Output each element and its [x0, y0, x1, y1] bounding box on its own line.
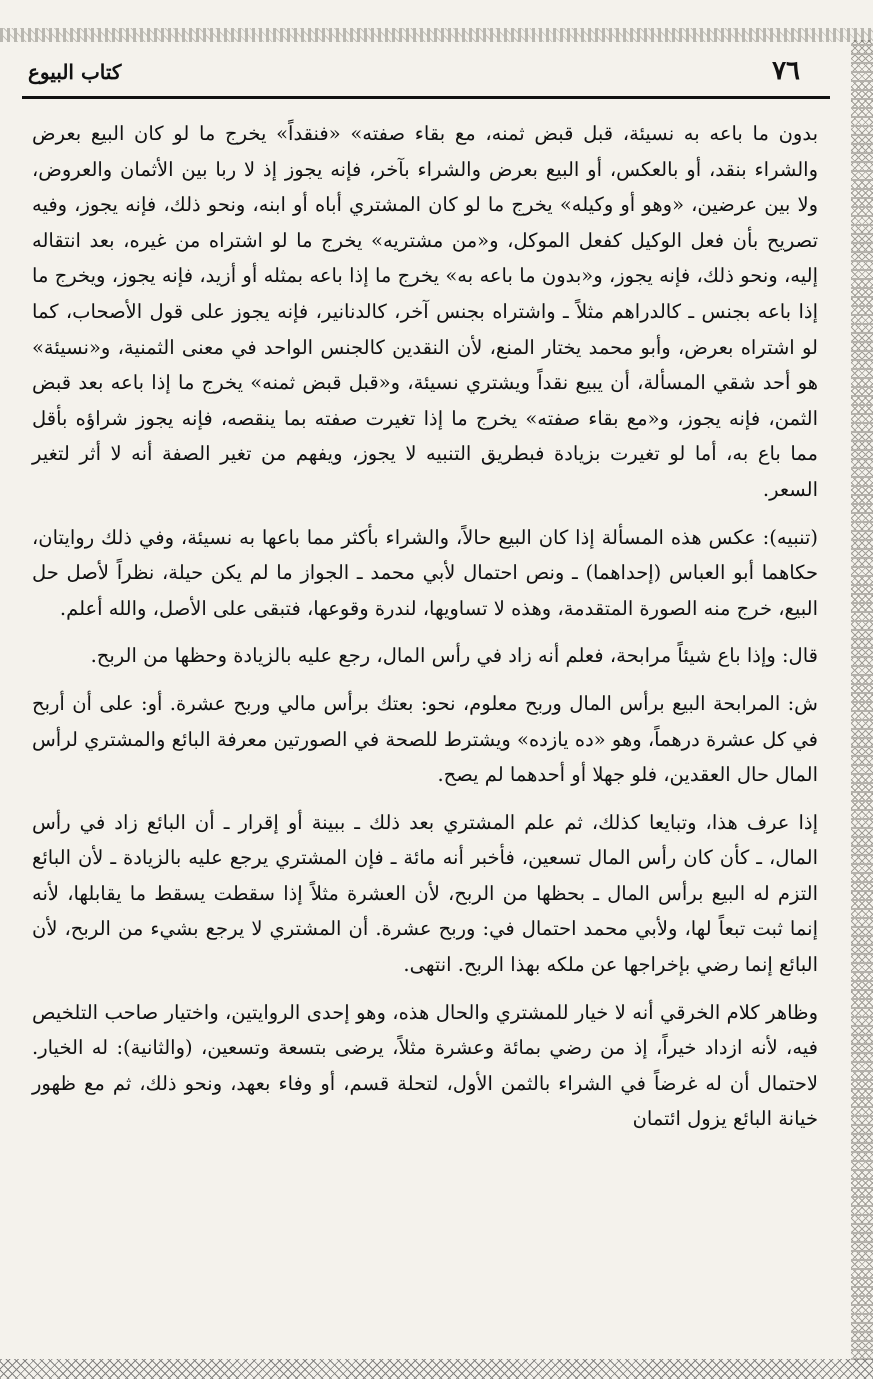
paragraph-5: إذا عرف هذا، وتبايعا كذلك، ثم علم المشتري بعد ذلك ـ ببينة أو إقرار ـ أن البائع زاد في رأس المال، ـ كأن كان رأس المال تسعين، فأخبر أنه مائة ـ فإن المشتري يرجع عليه بالزيادة ـ لأن البائع التزم له البيع برأس المال ـ بحظها من الربح، لأن العشرة مثلاً إذا سقطت يسقط ما يقابلها، لأنه إنما ثبت تبعاً لها، ولأبي محمد احتمال في: وربح عشرة. أن المشتري لا يرجع بشيء من الربح، لأن البائع إنما رضي بإخراجها عن ملكه بهذا الربح. انتهى.: [32, 810, 818, 977]
header-rule: [22, 96, 830, 99]
paragraph-3-qala: قال: وإذا باع شيئاً مرابحة، فعلم أنه زاد في رأس المال، رجع عليه بالزيادة وحظها من الربح.: [90, 644, 818, 668]
running-title: كتاب البيوع: [28, 60, 122, 84]
top-ornamental-border: [0, 28, 873, 42]
paragraph-6: وظاهر كلام الخرقي أنه لا خيار للمشتري والحال هذه، وهو إحدى الروايتين، واختيار صاحب التلخيص فيه، لأنه ازداد خيراً، إذ من رضي بمائة وعشرة مثلاً، يرضى بتسعة وتسعين، (والثانية): له الخيار. لاحتمال أن له غرضاً في الشراء بالثمن الأول، لتحلة قسم، أو وفاء بعهد، ونحو ذلك، ثم مع ظهور خيانة البائع يزول ائتمان: [32, 1000, 818, 1131]
page-number: ٧٦: [772, 56, 800, 86]
paragraph-4-sharh: ش: المرابحة البيع برأس المال وربح معلوم، نحو: بعتك برأس مالي وربح عشرة. أو: على أن أربح في كل عشرة درهماً، وهو «ده يازده» ويشترط للصحة في الصورتين معرفة البائع والمشتري لرأس المال حال العقدين، فلو جهلا أو أحدهما لم يصح.: [32, 691, 818, 787]
paragraph-1: بدون ما باعه به نسيئة، قبل قبض ثمنه، مع بقاء صفته» «فنقداً» يخرج ما لو كان البيع بعرض والشراء بنقد، أو بالعكس، أو البيع بعرض والشراء بآخر، فإنه يجوز إذ لا ربا بين الأثمان والعروض، ولا بين عرضين، «وهو أو وكيله» يخرج ما لو كان المشتري أباه أو ابنه، ونحو ذلك، فإنه يجوز، وفيه تصريح بأن فعل الوكيل كفعل الموكل، و«من مشتريه» يخرج ما لو اشتراه من غيره، بعد انتقاله إليه، ونحو ذلك، فإنه يجوز، و«بدون ما باعه به» يخرج ما إذا باعه بمثله أو أزيد، فإنه يجوز، ويخرج ما إذا باعه بجنس ـ كالدراهم مثلاً ـ واشتراه بجنس آخر، كالدنانير، فإنه يجوز على قول الأصحاب، كما لو اشتراه بعرض، وأبو محمد يختار المنع، لأن النقدين كالجنس الواحد في معنى الثمنية، و«نسيئة» هو أحد شقي المسألة، أن يبيع نقداً ويشتري نسيئة، و«قبل قبض ثمنه» يخرج ما إذا باعه بعد قبض الثمن، فإنه يجوز، و«مع بقاء صفته» يخرج ما إذا تغيرت صفته بما ينقصه، فإنه يجوز شراؤه بأقل مما باع به، أما لو تغيرت بزيادة فبطريق التنبيه لا يجوز، ويفهم من تغير الصفة أنه لا أثر لتغير السعر.: [32, 122, 818, 501]
page-header: [22, 50, 830, 98]
bottom-ornamental-border: [0, 1359, 873, 1379]
page-body: [32, 116, 818, 1137]
right-ornamental-border: [851, 40, 873, 1360]
paragraph-2-tanbih: (تنبيه): عكس هذه المسألة إذا كان البيع حالاً، والشراء بأكثر مما باعها به نسيئة، وفي ذلك روايتان، حكاهما أبو العباس (إحداهما) ـ ونص احتمال لأبي محمد ـ الجواز ما لم يكن حيلة، نظراً لأصل حل البيع، خرج منه الصورة المتقدمة، وهذه لا تساويها، لندرة وقوعها، فتبقى على الأصل، والله أعلم.: [32, 525, 818, 620]
